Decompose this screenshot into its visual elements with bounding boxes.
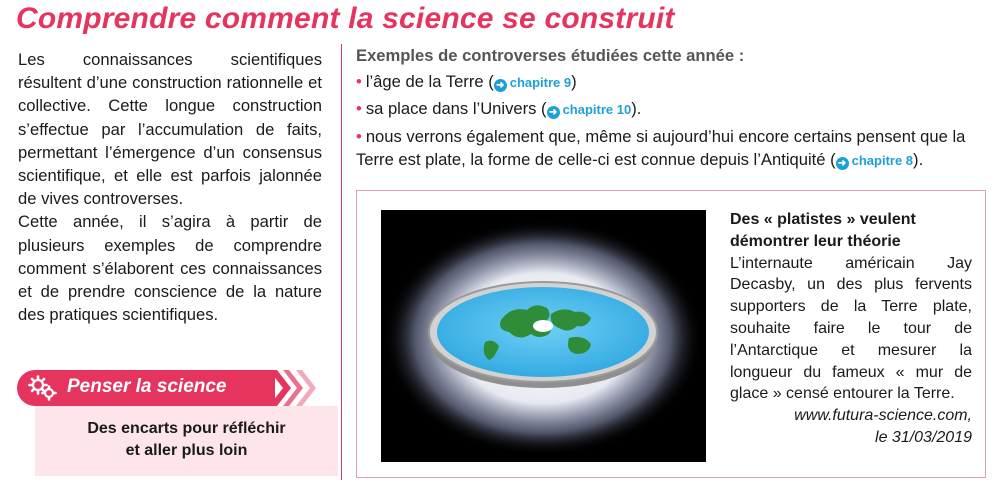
caption-title: Des « platistes » veulent démontrer leur théorie xyxy=(730,211,916,250)
chapter-link[interactable] xyxy=(494,75,571,90)
arrow-right-icon: ➜ xyxy=(547,106,560,119)
intro-paragraph-1: Les connaissances scientifiques résultent d’une construction rationnelle et collective. Cette longue construction s’effectue par l’accumulation de faits, permettant l’émergence d’un consensus scientifique, et elle est parfois jalonnée de vives controverses. xyxy=(18,50,322,209)
arrow-right-icon: ➜ xyxy=(836,157,849,170)
penser-description xyxy=(35,406,338,462)
flat-earth-image xyxy=(381,210,706,462)
example-text: sa place dans l’Univers ( xyxy=(365,99,547,118)
chevrons-icon xyxy=(269,370,321,406)
caption-source-url: www.futura-science.com, xyxy=(794,407,972,425)
chapter-label: chapitre 10 xyxy=(562,102,632,117)
penser-line-1: Des encarts pour réfléchir xyxy=(87,420,286,437)
penser-description-box xyxy=(35,406,338,476)
figure-box xyxy=(356,190,986,478)
chapter-label: chapitre 8 xyxy=(851,153,914,168)
examples-heading: Exemples de controverses étudiées cette année : xyxy=(356,46,745,65)
chapter-label: chapitre 9 xyxy=(509,74,572,90)
bullet-icon: • xyxy=(356,71,362,91)
example-text-end: ) xyxy=(571,71,577,91)
vertical-divider xyxy=(341,44,342,480)
chapter-link[interactable] xyxy=(547,102,632,117)
page-title: Comprendre comment la science se construit xyxy=(16,2,675,35)
examples-section xyxy=(356,44,986,176)
example-text-end: ). xyxy=(913,150,924,169)
caption-body: L’internaute américain Jay Decasby, un des plus fervents supporters de la Terre plate, souhaite faire le tour de l’Antarctique et mesurer la longueur du fameux « mur de glace » censé entourer la Terre. xyxy=(730,254,972,403)
flat-earth-illustration xyxy=(381,210,706,462)
example-item xyxy=(356,97,986,122)
bullet-icon: • xyxy=(356,99,362,118)
chapter-link[interactable] xyxy=(836,153,913,168)
arrow-right-icon: ➜ xyxy=(494,79,507,92)
caption-source-date: le 31/03/2019 xyxy=(875,428,972,446)
figure-caption xyxy=(730,209,972,449)
example-item xyxy=(356,70,986,95)
example-text-end: ). xyxy=(631,99,642,118)
example-text: nous verrons également que, même si aujourd’hui encore certains pensent que la Terre est plate, la forme de celle-ci est connue depuis l’Antiquité ( xyxy=(356,126,966,169)
example-item xyxy=(356,125,986,173)
bullet-icon: • xyxy=(356,126,362,146)
penser-title: Penser la science xyxy=(67,376,227,397)
penser-line-2: et aller plus loin xyxy=(125,442,248,459)
intro-text xyxy=(18,48,322,326)
example-text: l’âge de la Terre ( xyxy=(365,71,494,91)
gears-icon xyxy=(27,374,59,402)
intro-paragraph-2: Cette année, il s’agira à partir de plusieurs exemples de comprendre comment s’élaborent ces connaissances et de prendre conscience de la nature des pratiques scientifiques. xyxy=(18,212,322,325)
